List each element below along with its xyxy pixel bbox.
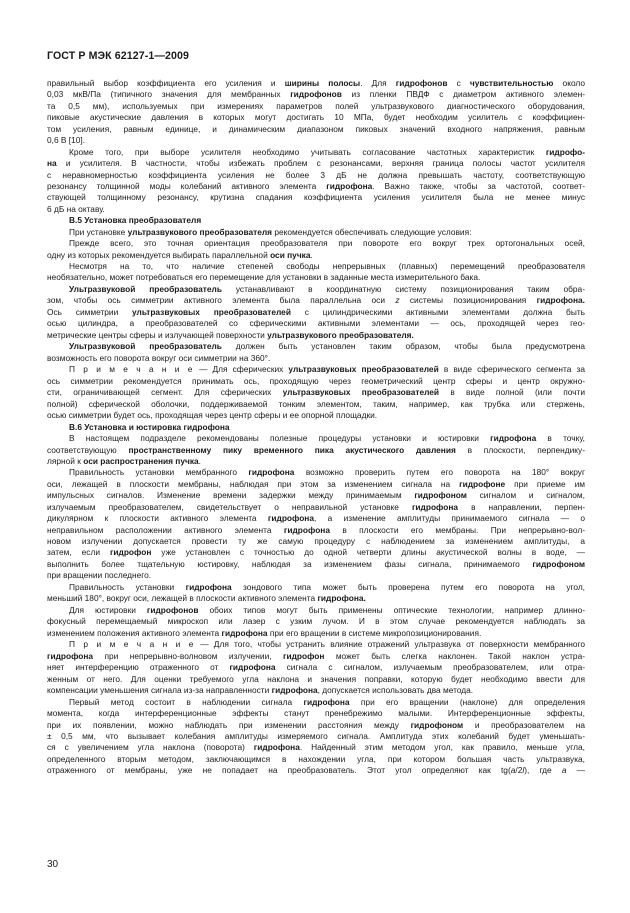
text-line: Правильность установки мембранного гидрофона возможно проверить путем его поворота на 180° вокруг — [69, 467, 585, 478]
text-line: осью симметрии будет ось, проходящая через центр сферы и ее опорной площадки. — [47, 410, 378, 421]
text-line: резонансу толщинной моды колебаний активного элемента гидрофона. Важно также, чтобы за частотой, соответ- — [47, 180, 585, 191]
text-line: Несмотря на то, что наличие степеней свободы непрерывных (плавных) перемещений преобразователя — [69, 261, 585, 271]
text-line: 0,03 мкВ/Па (типичного значения для мембранных гидрофонов из пленки ПВДФ с диаметром активного элемен- — [47, 89, 585, 100]
text-line: ся с увеличением угла наклона (поворота) гидрофона. Найденный этим методом угол, как правило, меньше угла, — [47, 742, 585, 753]
text-line: полной) сферической оболочки, поддерживаемой тонким элементом, таким, например, как трубка или стержень, — [47, 398, 585, 409]
text-line: Кроме того, при выборе усилителя необходимо учитывать согласование частотных характеристик гидрофо- — [69, 146, 585, 157]
text-line: Правильность установки гидрофона зондового типа может быть проверена путем его поворота на угол, — [69, 581, 585, 592]
text-line: женным от него. Для оценки требуемого угла наклона и значения поправки, которую будет необходимо ввести для — [47, 673, 585, 684]
section-heading: В.6 Установка и юстировка гидрофона — [69, 421, 230, 432]
text-line: Ультразвуковой преобразователь должен быть установлен таким образом, чтобы была предусмотрена — [69, 341, 585, 352]
text-line: Первый метод состоит в наблюдении сигнала гидрофона при его вращении (наклоне) для определения — [69, 696, 585, 707]
text-line: лярной к оси распространения пучка. — [47, 455, 201, 466]
text-line: правильный выбор коэффициента его усиления и ширины полосы. Для гидрофонов с чувствительностью около — [47, 78, 585, 88]
text-line: та 0,5 мм), используемых при измерениях параметров полей ультразвукового диагностического оборудования, — [47, 100, 585, 111]
text-line: соответствующую пространственному пику временного пика акустического давления в плоскости, перпендику- — [47, 444, 585, 455]
text-line: на и усилителя. В частности, чтобы избежать проблем с резонансами, верхняя граница полосы частот усилителя — [47, 158, 585, 169]
text-line: сти, ограничивающей сегмент. Для сферических ультразвуковых преобразователей в виде полной (или почти — [47, 387, 585, 398]
text-line: 0,6 В [10]. — [47, 135, 86, 146]
text-line: зом, чтобы ось симметрии активного элемента была параллельна оси z системы позиционирования гидрофона. — [47, 295, 585, 306]
text-line: пиковые акустические давления в которых могут достигать 10 МПа, будет необходим усилитель с коэффициен- — [47, 112, 585, 123]
text-line: При установке ультразвукового преобразователя рекомендуется обеспечивать следующие условия: — [69, 226, 472, 237]
text-line: возможность его поворота вокруг оси симметрии на 360°. — [47, 352, 271, 363]
text-line: 6 дБ на октаву. — [47, 203, 105, 214]
text-line: одну из которых рекомендуется выбирать параллельной оси пучка. — [47, 249, 313, 260]
text-line: няет интерференцию отраженного от гидрофона сигнала с сигналом, излучаемым преобразователем, или отра- — [47, 662, 585, 673]
text-line: П р и м е ч а н и е — Для того, чтобы устранить влияние отражений ультразвука от поверхности мембранного — [69, 639, 585, 650]
document-header: ГОСТ Р МЭК 62127-1—2009 — [47, 50, 190, 62]
text-line: изменением положения активного элемента гидрофона при его вращении в системе микропозиционирования. — [47, 627, 482, 638]
text-line: при вращении последнего. — [47, 570, 152, 581]
text-line: фокусный перемещаемый микроскоп или лазер с узким лучом. И в этом случае рекомендуется наблюдать за — [47, 616, 585, 627]
text-line: необязательно, может потребоваться его перемещение для установки в заданные места измерительного бака. — [47, 272, 481, 283]
text-line: затем, если гидрофон уже установлен с точностью до одной четверти длины акустической волны в воде, — — [47, 547, 585, 558]
text-line: излучаемым преобразователем, свидетельствует о неправильной установке гидрофона в направлении, перпен- — [47, 501, 585, 512]
text-line: ось симметрии рекомендуется принимать ось, проходящую через геометрический центр сферы и центр окружно- — [47, 375, 585, 386]
text-line: оси, лежащей в плоскости мембраны, наблюдая при этом за изменением сигнала на гидрофоне при приеме им — [47, 478, 585, 489]
section-heading: В.5 Установка преобразователя — [69, 215, 202, 226]
text-line: Прежде всего, это точная ориентация преобразователя при повороте его вокруг трех ортогональных осей, — [69, 238, 585, 249]
text-line: компенсации уменьшения сигнала из-за направленности гидрофона, допускается использовать два метода. — [47, 685, 474, 696]
text-line: В настоящем подразделе рекомендованы полезные процедуры установки и юстировки гидрофона в точку, — [69, 433, 585, 444]
text-line: дикулярном к плоскости активного элемента гидрофона, а изменение амплитуды принимаемого сигнала — о — [47, 513, 585, 524]
text-line: осью цилиндра, а преобразователей со сферическими активными элементами — ось, проходящей через гео- — [47, 318, 585, 329]
text-line: меньший 180°, вокруг оси, лежащей в плоскости активного элемента гидрофона. — [47, 593, 366, 604]
text-line: выполнить более тщательную юстировку, наблюдая за изменением фазы сигнала, принимаемого гидрофоном — [47, 558, 585, 569]
text-line: определенного вторым методом, заключающимся в нахождении угла, при котором большая часть ультразвука, — [47, 753, 585, 764]
text-line: Ось симметрии ультразвуковых преобразователей с цилиндрическими активными элементами должна быть — [47, 306, 585, 317]
text-line: Ультразвуковой преобразователь устанавливают в координатную систему позиционирования таким обра- — [69, 283, 585, 294]
text-line: гидрофона при непрерывно-волновом излучении, гидрофон может быть слегка наклонен. Такой наклон устра- — [47, 650, 585, 661]
text-line: отраженного от мембраны, уже не попадает на преобразователь. Этот угол определяют как tg(a/2l), где a — — [47, 765, 585, 776]
text-line: импульсных сигналов. Изменение времени задержки между принимаемым гидрофоном сигналом и сигналом, — [47, 490, 585, 501]
text-line: Для юстировки гидрофонов обоих типов могут быть применены оптические технологии, например длинно- — [69, 604, 585, 615]
text-line: момента, когда интерференционные эффекты станут пренебрежимо малыми. Интерференционные эффекты, — [47, 708, 585, 719]
body-text — [47, 78, 585, 777]
page-number: 30 — [47, 859, 59, 870]
text-line: П р и м е ч а н и е — Для сферических ультразвуковых преобразователей в виде сферического сегмента за — [69, 364, 585, 375]
text-line: ± 0,5 мм, что вызывает колебания амплитуды измеряемого сигнала. Амплитуда этих колебаний будет уменьшать- — [47, 730, 585, 741]
text-line: при их появлении, можно наблюдать при изменении расстояния между гидрофоном и преобразователем на — [47, 719, 585, 730]
text-line: с неравномерностью коэффициента усиления не более 3 дБ не должна превышать частоту, соответствующую — [47, 169, 585, 180]
text-line: новом излучении допускается провести ту же самую процедуру с наблюдением за изменением амплитуды, а — [47, 536, 585, 546]
text-line: метрические центры сферы и излучающей поверхности ультразвукового преобразователя. — [47, 329, 414, 340]
text-line: ствующей толщинному резонансу, крутизна спадания коэффициента усиления усилителя была не менее минус — [47, 192, 585, 203]
text-line: неправильном расположении активного элемента гидрофона в плоскости его мембраны. При непрерывно-вол- — [47, 524, 585, 535]
text-line: том усиления, равным единице, и динамическим диапазоном пиковых значений входного напряжения, равным — [47, 123, 585, 134]
